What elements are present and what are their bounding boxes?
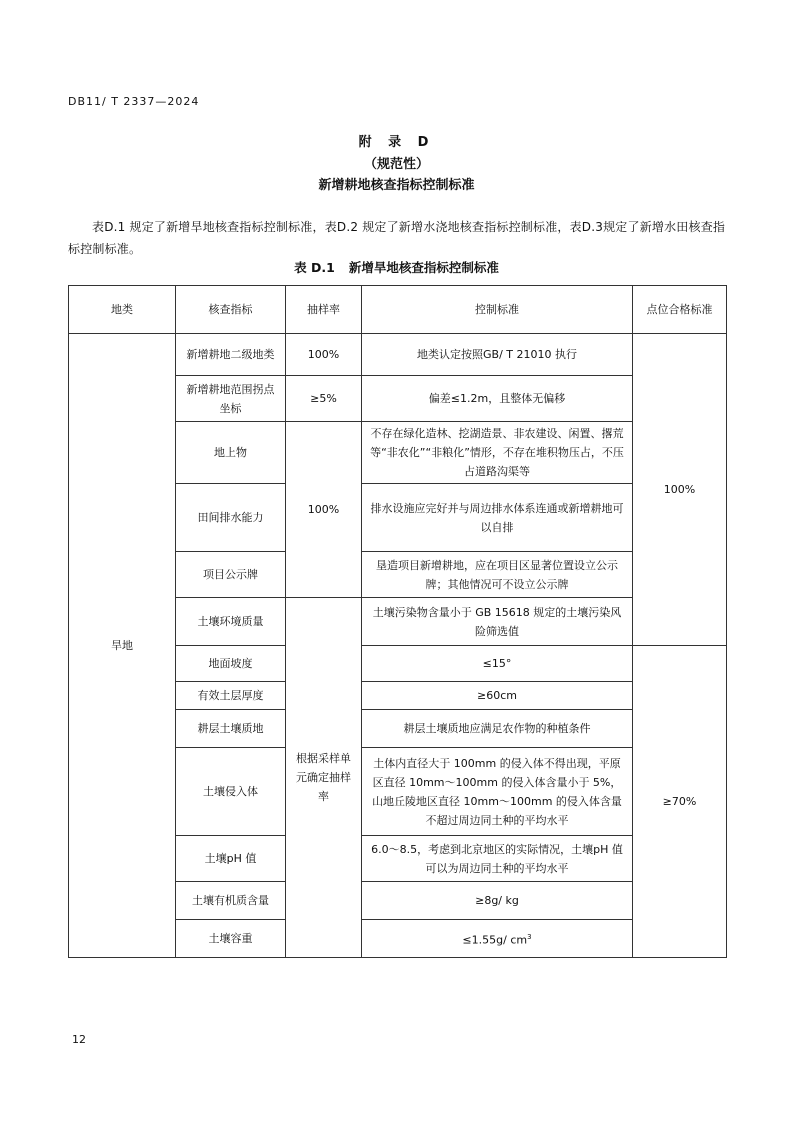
header-indicator: 核查指标 xyxy=(176,286,286,334)
table-header-row xyxy=(69,286,727,334)
indicator-cell: 土壤环境质量 xyxy=(176,598,286,646)
standard-cell xyxy=(362,920,633,958)
indicator-cell: 新增耕地范围拐点坐标 xyxy=(176,376,286,422)
table-row xyxy=(69,334,727,376)
standard-cell: 耕层土壤质地应满足农作物的种植条件 xyxy=(362,710,633,748)
table-caption-title: 新增旱地核查指标控制标准 xyxy=(348,260,499,275)
table-caption xyxy=(0,258,793,276)
appendix-nature: （规范性） xyxy=(363,157,429,172)
indicator-cell: 新增耕地二级地类 xyxy=(176,334,286,376)
indicator-cell: 地面坡度 xyxy=(176,646,286,682)
standard-cell: 排水设施应完好并与周边排水体系连通或新增耕地可以自排 xyxy=(362,484,633,552)
page-number: 12 xyxy=(72,1033,86,1046)
indicator-cell: 耕层土壤质地 xyxy=(176,710,286,748)
standard-cell: ≥60cm xyxy=(362,682,633,710)
superscript: 3 xyxy=(527,932,532,941)
indicator-cell: 土壤有机质含量 xyxy=(176,882,286,920)
appendix-title: 附 录 D xyxy=(358,135,435,150)
rate-cell: 100% xyxy=(286,422,362,598)
pass-standard-cell: 100% xyxy=(633,334,727,646)
indicator-cell: 土壤侵入体 xyxy=(176,748,286,836)
header-pass-standard: 点位合格标准 xyxy=(633,286,727,334)
standard-text: ≤1.55g/ cm xyxy=(462,933,528,947)
indicator-cell: 项目公示牌 xyxy=(176,552,286,598)
standard-cell: ≤15° xyxy=(362,646,633,682)
intro-paragraph: 表D.1 规定了新增旱地核查指标控制标准，表D.2 规定了新增水浇地核查指标控制标准，表D.3规定了新增水田核查指标控制标准。 xyxy=(68,220,726,256)
rate-cell: ≥5% xyxy=(286,376,362,422)
standard-cell: 土体内直径大于 100mm 的侵入体不得出现，平原区直径 10mm～100mm 的侵入体含量小于 5%，山地丘陵地区直径 10mm～100mm 的侵入体含量不超过周边同土种的平均水平 xyxy=(362,748,633,836)
standard-cell: 垦造项目新增耕地，应在项目区显著位置设立公示牌；其他情况可不设立公示牌 xyxy=(362,552,633,598)
header-sampling-rate: 抽样率 xyxy=(286,286,362,334)
indicator-cell: 有效土层厚度 xyxy=(176,682,286,710)
standard-cell: 6.0～8.5，考虑到北京地区的实际情况，土壤pH 值可以为周边同土种的平均水平 xyxy=(362,836,633,882)
indicator-cell: 土壤容重 xyxy=(176,920,286,958)
standard-cell: 土壤污染物含量小于 GB 15618 规定的土壤污染风险筛选值 xyxy=(362,598,633,646)
pass-standard-cell: ≥70% xyxy=(633,646,727,958)
standard-cell: 不存在绿化造林、挖湖造景、非农建设、闲置、撂荒等“非农化”“非粮化”情形，不存在堆积物压占，不压占道路沟渠等 xyxy=(362,422,633,484)
standard-cell: 地类认定按照GB/ T 21010 执行 xyxy=(362,334,633,376)
indicator-cell: 地上物 xyxy=(176,422,286,484)
indicator-cell: 土壤pH 值 xyxy=(176,836,286,882)
indicator-table xyxy=(68,285,727,958)
appendix-name: 新增耕地核查指标控制标准 xyxy=(318,178,475,193)
header-control-standard: 控制标准 xyxy=(362,286,633,334)
standard-cell: 偏差≤1.2m，且整体无偏移 xyxy=(362,376,633,422)
indicator-cell: 田间排水能力 xyxy=(176,484,286,552)
standard-cell: ≥8g/ kg xyxy=(362,882,633,920)
rate-cell: 100% xyxy=(286,334,362,376)
rate-cell: 根据采样单元确定抽样率 xyxy=(286,598,362,958)
table-caption-number: 表 D.1 xyxy=(294,260,335,275)
standard-code: DB11/ T 2337—2024 xyxy=(68,95,200,108)
header-land-type: 地类 xyxy=(69,286,176,334)
land-type-cell: 旱地 xyxy=(69,334,176,958)
